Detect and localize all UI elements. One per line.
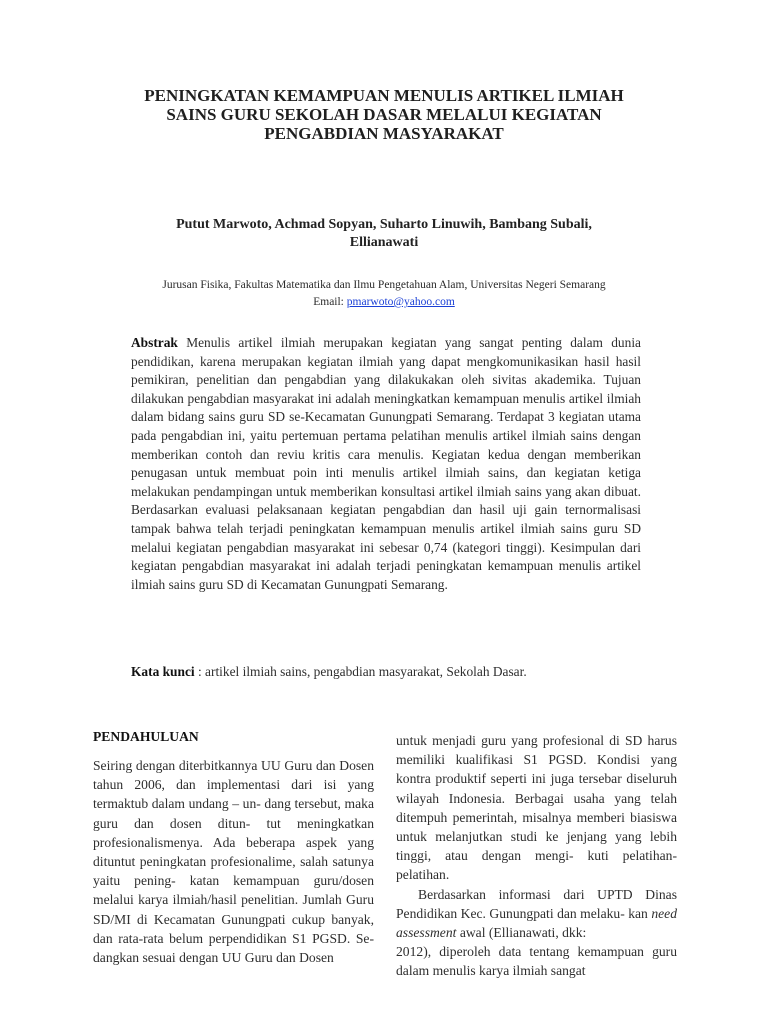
abstract-paragraph — [131, 334, 641, 594]
left-column — [93, 726, 374, 967]
keywords-text: artikel ilmiah sains, pengabdian masyarakat, Sekolah Dasar. — [205, 664, 527, 679]
keywords-label: Kata kunci — [131, 664, 195, 679]
paper-title: PENINGKATAN KEMAMPUAN MENULIS ARTIKEL ILMIAH SAINS GURU SEKOLAH DASAR MELALUI KEGIATAN PENGABDIAN MASYARAKAT — [144, 86, 624, 143]
intro-paragraph-right-3: 2012), diperoleh data tentang kemampuan guru dalam menulis karya ilmiah sangat — [396, 944, 677, 979]
abstract-text: Menulis artikel ilmiah merupakan kegiatan yang sangat penting dalam dunia pendidikan, karena merupakan kegiatan ilmiah yang dapat mengkomunikasikan hasil hasil pemikiran, penelitian dan pengabdian yang dilakukakan oleh sivitas akademika. Tujuan dilakukan pengabdian masyarakat ini adalah meningkatkan kemampuan menulis artikel ilmiah dalam bidang sains guru SD se-Kecamatan Gunungpati Semarang. Terdapat 3 kegiatan utama pada pengabdian ini, yaitu pertemuan pertama pelatihan menulis artikel ilmiah sains dengan memberikan contoh dan reviu kritis cara menulis. Kegiatan kedua dengan memberikan penugasan untuk membuat poin inti menulis artikel ilmiah sains, dan kegiatan ketiga melakukan pendampingan untuk memberikan konsultasi artikel ilmiah sains yang akan dibuat. Berdasarkan evaluasi pelaksanaan kegiatan pengabdian dan hasil uji gain ternormalisasi tampak bahwa telah terjadi peningkatan kemampuan menulis artikel ilmiah sains guru SD melalui kegiatan pengabdian masyarakat ini sebesar 0,74 (kategori tinggi). Kesimpulan dari kegiatan pengabdian masyarakat ini adalah terjadi peningkatan kemampuan menulis artikel ilmiah sains guru SD di Kecamatan Gunungpati Semarang. — [131, 335, 641, 592]
section-heading: PENDAHULUAN — [93, 729, 199, 744]
paragraph-text: Berdasarkan informasi dari UPTD Dinas Pendidikan Kec. Gunungpati dan melaku- kan — [396, 886, 677, 921]
affiliation-block — [130, 277, 638, 311]
author-list: Putut Marwoto, Achmad Sopyan, Suharto Linuwih, Bambang Subali, Ellianawati — [176, 217, 592, 250]
email-line — [130, 294, 638, 311]
paragraph-text: awal (Ellianawati, dkk: — [459, 925, 587, 941]
email-link[interactable]: pmarwoto@yahoo.com — [346, 296, 455, 308]
intro-paragraph-right-1: untuk menjadi guru yang profesional di SD harus memiliki kualifikasi S1 PGSD. Kondisi yang kontra produktif seperti ini juga tersebar diseluruh wilayah Indonesia. Berbagai usaha yang telah ditempuh pemerintah, misalnya memberi biasiswa untuk melanjutkan studi ke jenjang yang lebih tinggi, atau dengan mengi- kuti pelatihan-pelatihan. — [396, 733, 677, 883]
intro-paragraph-left: Seiring dengan diterbitkannya UU Guru dan Dosen tahun 2006, dan implementasi dari isi yang termaktub dalam undang – un- dang tersebut, maka guru dan dosen ditun- tut meningkatkan profesionalismenya. Ada beberapa aspek yang dituntut peningkatan profesionalime, salah satunya yaitu pening- katan kemampuan guru/dosen melalui karya ilmiah/hasil penelitian. Jumlah Guru SD/MI di Kecamatan Gunungpati cukup banyak, dan rata-rata belum perpendidikan S1 PGSD. Se- dangkan sesuai dengan UU Guru dan Dosen — [93, 758, 374, 966]
email-label: Email: — [313, 296, 344, 308]
intro-paragraph-right-2 — [396, 885, 677, 943]
italic-term: need assessment — [396, 905, 677, 941]
abstract-label: Abstrak — [131, 335, 178, 350]
keywords-separator: : — [194, 664, 206, 679]
right-column — [396, 731, 677, 981]
keywords-paragraph — [131, 662, 591, 681]
affiliation-text: Jurusan Fisika, Fakultas Matematika dan Ilmu Pengetahuan Alam, Universitas Negeri Semarang — [162, 279, 606, 291]
